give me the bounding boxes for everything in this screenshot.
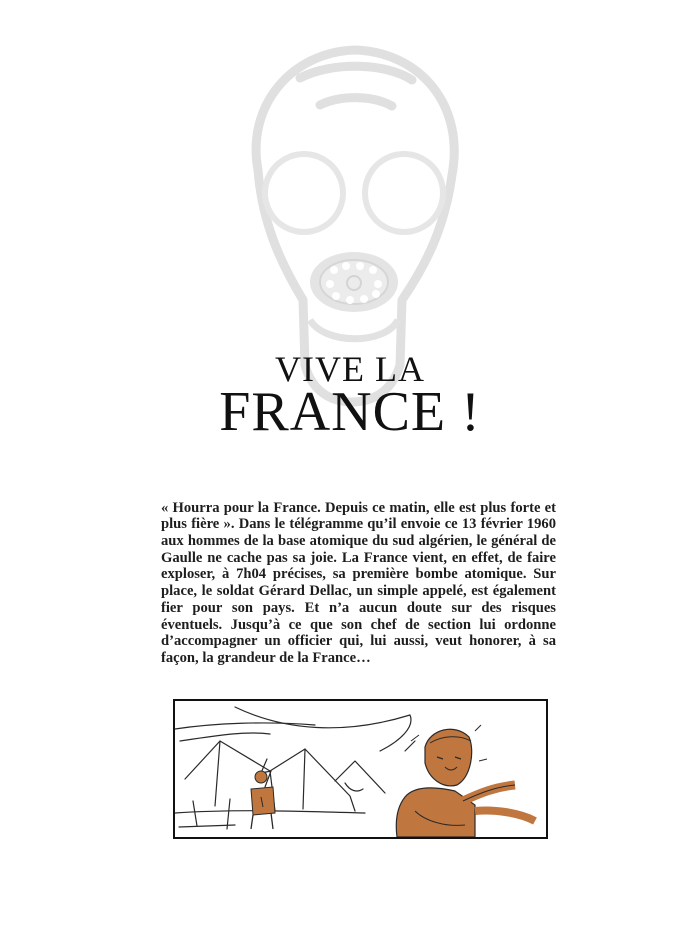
title-line-2: FRANCE ! <box>219 381 481 443</box>
intro-paragraph: « Hourra pour la France. Depuis ce matin, elle est plus forte et plus fière ». Dans le télégramme qu’il envoie ce 13 février 1960 aux hommes de la base atomique du sud algérien, le général de Gaulle ne cache pas sa joie. La France vient, en effet, de faire exploser, à 7h04 précises, sa première bombe atomique. Sur place, le soldat Gérard Dellac, un simple appelé, est également fier pour son pays. Et n’a aucun doute sur des risques éventuels. Jusqu’à ce que son chef de section lui ordonne d’accompagner un officier qui, lui aussi, veut honorer, à sa façon, la grandeur de la France… <box>161 499 556 666</box>
comic-panel-illustration <box>173 699 548 839</box>
title-line-1: VIVE LA <box>275 349 425 389</box>
mask-eyes <box>262 151 446 235</box>
large-soldier-figure <box>396 725 535 837</box>
mask-filter <box>310 252 398 312</box>
